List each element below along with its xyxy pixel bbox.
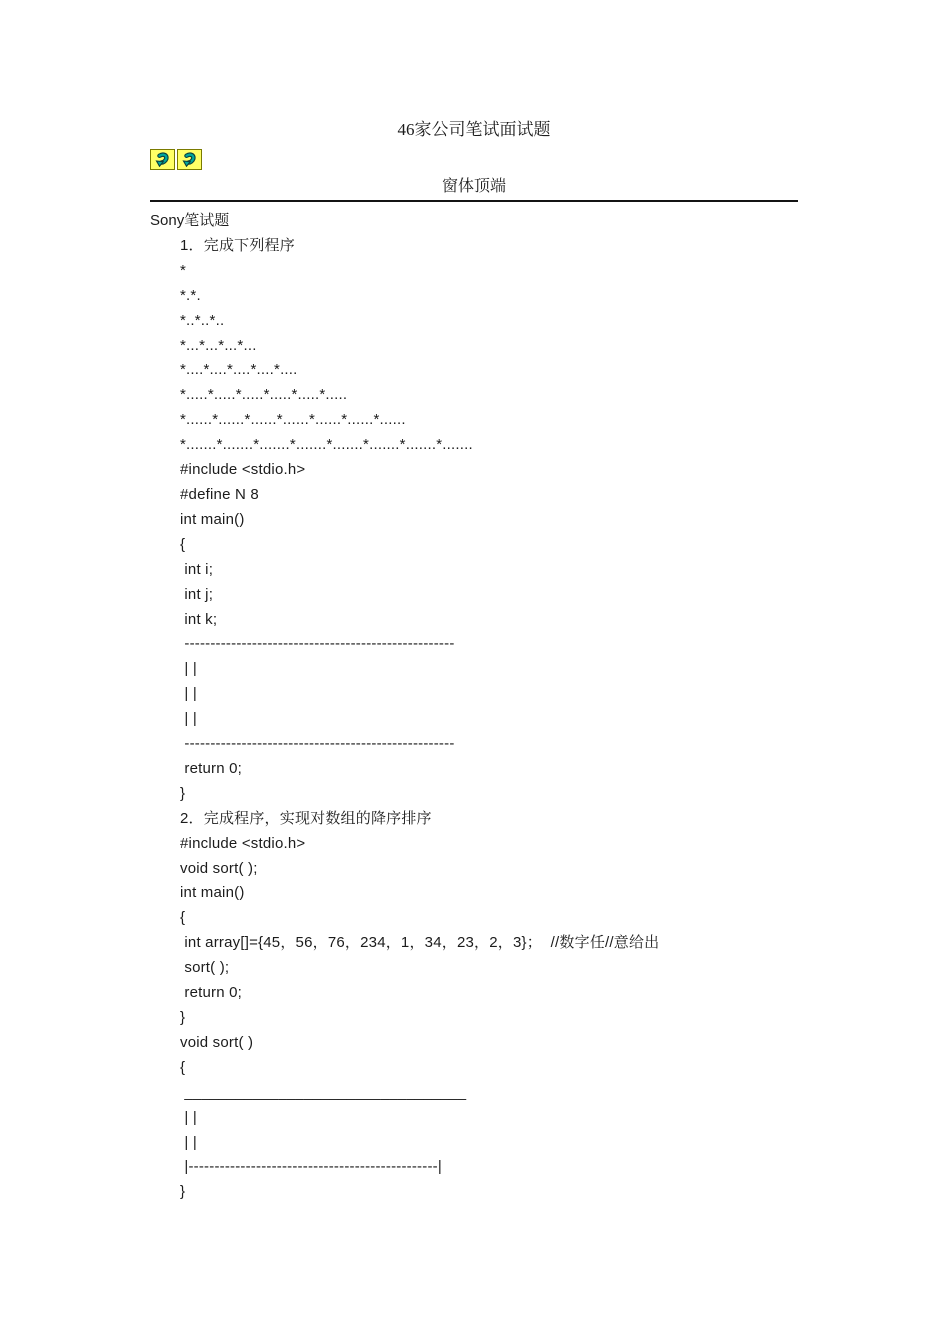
text-line: int j; <box>180 585 214 603</box>
text-line: int array[]={45，56，76，234，1，34，23，2，3}； //数字任//意给出 <box>180 934 660 952</box>
text-line: |------------------------------------------------| <box>180 1158 442 1176</box>
text-line: #define N 8 <box>180 485 259 503</box>
curved-arrow-icon[interactable] <box>150 149 175 170</box>
text-line: #include <stdio.h> <box>180 834 306 852</box>
text-line: | | <box>180 710 197 728</box>
divider-rule <box>150 200 798 202</box>
question-1 <box>150 234 798 807</box>
text-line: | | <box>180 1108 197 1126</box>
form-top-label: 窗体顶端 <box>441 178 506 195</box>
text-line: return 0; <box>180 759 243 777</box>
text-line: _________________________________ <box>180 1083 467 1101</box>
section-heading: Sony笔试题 <box>150 212 230 229</box>
question-1-code <box>180 458 798 807</box>
text-line: sort( ); <box>180 959 230 977</box>
text-line: { <box>180 1058 186 1076</box>
question-2 <box>150 807 798 1206</box>
text-line: } <box>180 1183 186 1201</box>
text-line: #include <stdio.h> <box>180 461 306 479</box>
text-line: void sort( ) <box>180 1033 254 1051</box>
document-page <box>150 120 798 1205</box>
text-line: *.*. <box>180 286 201 304</box>
text-line: *.....*.....*.....*.....*.....*..... <box>180 386 348 404</box>
text-line: ---------------------------------------------------- <box>180 635 455 653</box>
text-line: *...*...*...*... <box>180 336 257 354</box>
text-line: } <box>180 1009 186 1026</box>
question-2-title: 2．完成程序，实现对数组的降序排序 <box>180 809 432 827</box>
text-line: int i; <box>180 560 214 578</box>
text-line: | | <box>180 1133 197 1151</box>
text-line: | | <box>180 660 197 678</box>
text-line: int main() <box>180 884 245 902</box>
text-line: | | <box>180 685 197 703</box>
text-line: *....*....*....*....*.... <box>180 361 298 379</box>
page-title: 46家公司笔试面试题 <box>397 120 551 139</box>
curved-arrow-icon[interactable] <box>177 149 202 170</box>
icon-row <box>150 149 798 170</box>
text-line: *.......*.......*.......*.......*.......*.......*.......*....... <box>180 436 473 454</box>
question-1-pattern <box>180 259 798 458</box>
text-line: return 0; <box>180 984 243 1002</box>
text-line: *..*..*.. <box>180 311 225 329</box>
text-line: void sort( ); <box>180 859 258 877</box>
question-2-code <box>180 832 798 1206</box>
text-line: { <box>180 535 186 553</box>
text-line: ---------------------------------------------------- <box>180 735 455 753</box>
text-line: int k; <box>180 610 218 628</box>
text-line: } <box>180 784 186 802</box>
text-line: * <box>180 261 187 279</box>
text-line: int main() <box>180 510 245 528</box>
question-1-title: 1．完成下列程序 <box>180 236 295 254</box>
text-line: *......*......*......*......*......*......*...... <box>180 411 406 429</box>
text-line: { <box>180 909 186 927</box>
